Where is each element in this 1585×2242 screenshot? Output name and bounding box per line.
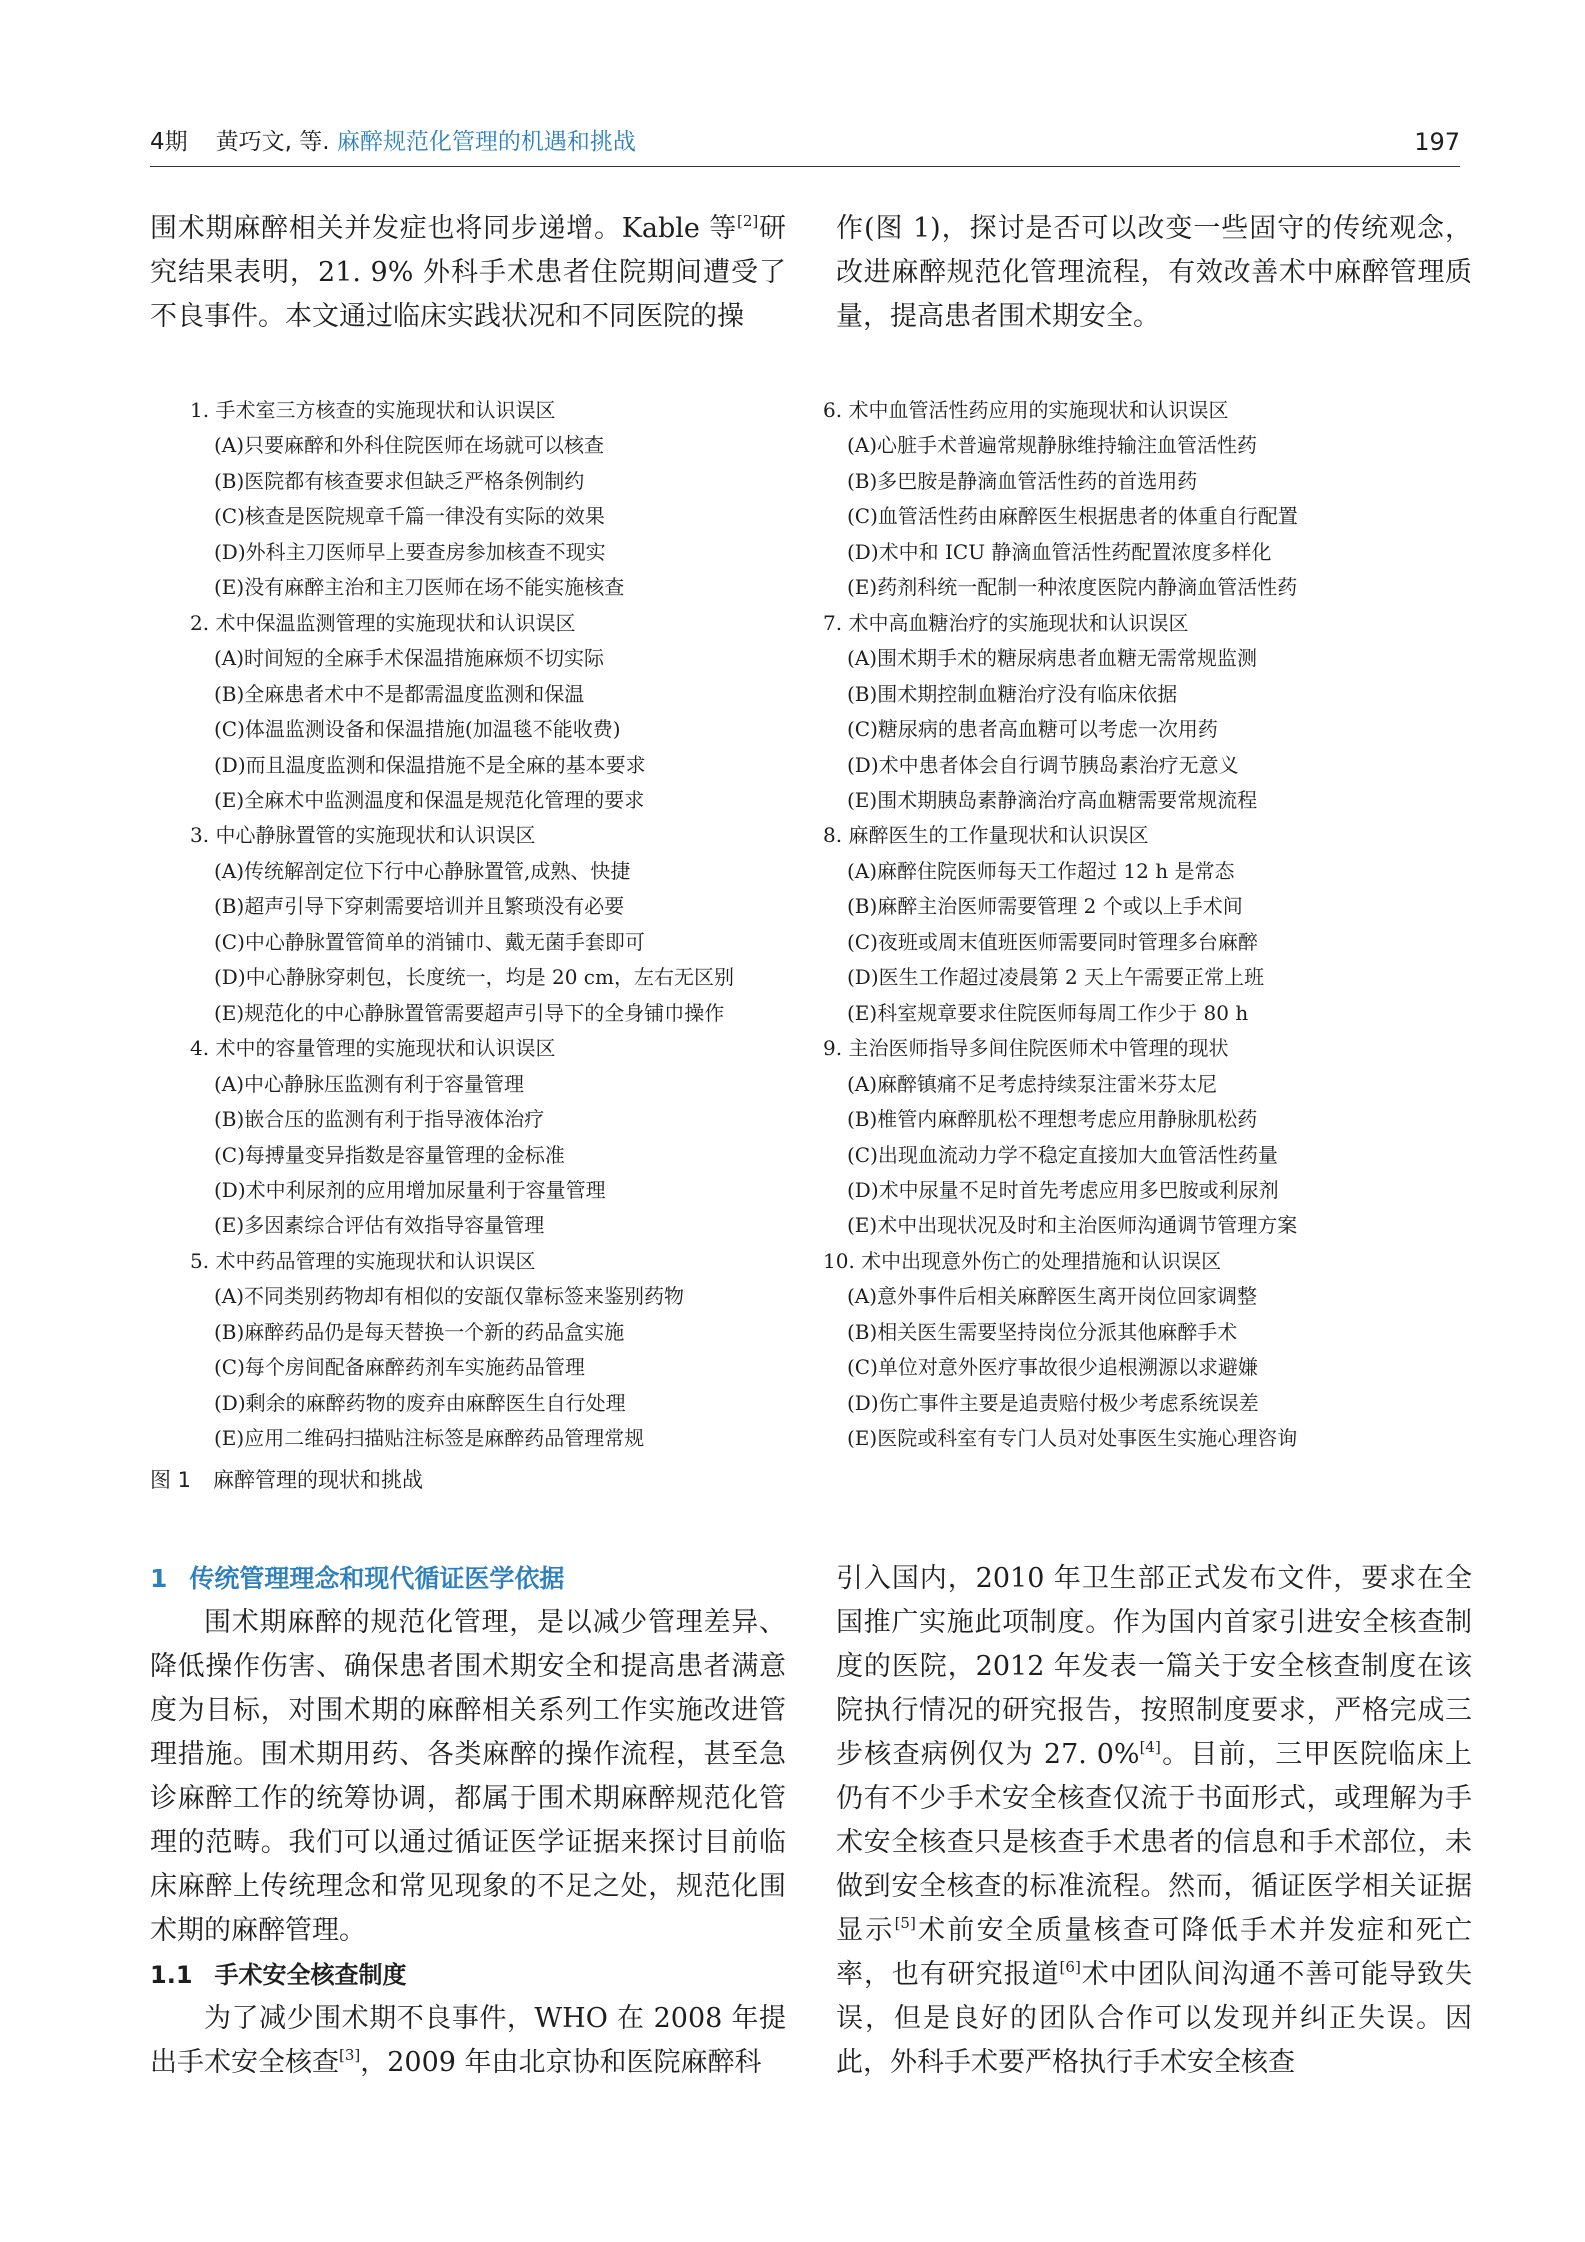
figure-question-title: 10. 术中出现意外伤亡的处理措施和认识误区 xyxy=(823,1248,1222,1273)
section-heading xyxy=(150,1557,786,1601)
figure-option: (C)核查是医院规章千篇一律没有实际的效果 xyxy=(214,504,605,529)
figure-question-title: 1. 手术室三方核查的实施现状和认识误区 xyxy=(190,398,556,422)
figure-question-title: 6. 术中血管活性药应用的实施现状和认识误区 xyxy=(823,398,1229,422)
header-authors: 黄巧文, 等. xyxy=(215,129,330,155)
figure-option: (C)出现血流动力学不稳定直接加大血管活性药量 xyxy=(847,1142,1278,1167)
figure-option: (D)术中患者体会自行调节胰岛素治疗无意义 xyxy=(847,752,1239,777)
figure-left-column xyxy=(190,393,810,1457)
figure-caption-label: 图 1 xyxy=(150,1468,192,1492)
right-body-text-3: 术前安全质量核查可降低手术并发症和死亡率，也有研究报道 xyxy=(836,1915,1473,1990)
figure-question-group xyxy=(823,393,1443,606)
citation-2: [2] xyxy=(737,212,759,230)
figure-option: (D)伤亡事件主要是追责赔付极少考虑系统误差 xyxy=(847,1390,1259,1415)
citation-3: [3] xyxy=(339,2046,361,2064)
figure-option: (B)麻醉药品仍是每天替换一个新的药品盒实施 xyxy=(214,1319,625,1344)
figure-option: (B)麻醉主治医师需要管理 2 个或以上手术间 xyxy=(847,894,1243,919)
figure-question-group xyxy=(190,818,810,1031)
figure-option: (C)体温监测设备和保温措施(加温毯不能收费) xyxy=(214,717,621,742)
page-number: 197 xyxy=(1414,128,1460,156)
subsection-paragraph xyxy=(150,1997,786,2085)
figure-option: (D)外科主刀医师早上要查房参加核查不现实 xyxy=(214,539,606,564)
figure-question-title: 5. 术中药品管理的实施现状和认识误区 xyxy=(190,1248,536,1273)
figure-option: (A)传统解剖定位下行中心静脉置管,成熟、快捷 xyxy=(214,858,631,883)
figure-option: (D)术中尿量不足时首先考虑应用多巴胺或利尿剂 xyxy=(847,1177,1279,1202)
intro-paragraph-right: 作(图 1)，探讨是否可以改变一些固守的传统观念，改进麻醉规范化管理流程，有效改善术中麻醉管理质量，提高患者围术期安全。 xyxy=(836,213,1472,332)
figure-option: (E)科室规章要求住院医师每周工作少于 80 h xyxy=(847,1000,1249,1025)
citation-4: [4] xyxy=(1139,1738,1161,1756)
right-body-paragraph xyxy=(836,1557,1472,2085)
subsection-text-2: ，2009 年由北京协和医院麻醉科 xyxy=(360,2047,762,2078)
figure-option: (E)围术期胰岛素静滴治疗高血糖需要常规流程 xyxy=(847,787,1258,812)
issue-label: 4期 xyxy=(150,129,188,155)
figure-option: (D)中心静脉穿刺包，长度统一，均是 20 cm，左右无区别 xyxy=(214,965,734,990)
right-body-text-4: 术中团队间沟通不善可能导致失误，但是良好的团队合作可以发现并纠正失误。因此，外科手术要严格执行手术安全核查 xyxy=(836,1959,1473,2078)
figure-question-group xyxy=(823,1031,1443,1244)
figure-option: (D)术中和 ICU 静滴血管活性药配置浓度多样化 xyxy=(847,539,1272,564)
figure-option: (A)不同类别药物却有相似的安瓿仅靠标签来鉴别药物 xyxy=(214,1284,685,1309)
citation-5: [5] xyxy=(894,1914,916,1932)
figure-question-title: 4. 术中的容量管理的实施现状和认识误区 xyxy=(190,1036,556,1061)
intro-left-text-2: 研究结果表明，21. 9% 外科手术患者住院期间遭受了不良事件。本文通过临床实践状况和不同医院的操 xyxy=(150,213,786,332)
figure-option: (B)全麻患者术中不是都需温度监测和保温 xyxy=(214,681,585,706)
figure-option: (B)多巴胺是静滴血管活性药的首选用药 xyxy=(847,468,1198,493)
figure-option: (B)围术期控制血糖治疗没有临床依据 xyxy=(847,681,1178,706)
intro-paragraph-left xyxy=(150,207,786,339)
figure-option: (E)术中出现状况及时和主治医师沟通调节管理方案 xyxy=(847,1213,1298,1238)
figure-question-group xyxy=(190,1244,810,1457)
figure-option: (E)没有麻醉主治和主刀医师在场不能实施核查 xyxy=(214,575,625,600)
figure-option: (C)单位对意外医疗事故很少追根溯源以求避嫌 xyxy=(847,1355,1258,1380)
figure-option: (B)椎管内麻醉肌松不理想考虑应用静脉肌松药 xyxy=(847,1107,1258,1132)
figure-option: (B)嵌合压的监测有利于指导液体治疗 xyxy=(214,1107,545,1132)
figure-question-title: 7. 术中高血糖治疗的实施现状和认识误区 xyxy=(823,610,1189,635)
subsection-text-1: 为了减少围术期不良事件，WHO 在 2008 年提出手术安全核查 xyxy=(150,2003,786,2078)
subsection-title: 手术安全核查制度 xyxy=(214,1961,407,1989)
figure-right-column xyxy=(823,393,1443,1457)
figure-option: (A)中心静脉压监测有利于容量管理 xyxy=(214,1071,525,1096)
intro-right-column xyxy=(836,207,1472,339)
section1-right-column xyxy=(836,1557,1472,2085)
right-body-text-2: 。目前，三甲医院临床上仍有不少手术安全核查仅流于书面形式，或理解为手术安全核查只是核查手术患者的信息和手术部位，未做到安全核查的标准流程。然而，循证医学相关证据显示 xyxy=(836,1739,1473,1946)
figure-option: (C)每个房间配备麻醉药剂车实施药品管理 xyxy=(214,1355,585,1380)
figure-question-title: 9. 主治医师指导多间住院医师术中管理的现状 xyxy=(823,1036,1229,1061)
section1-paragraph: 围术期麻醉的规范化管理，是以减少管理差异、降低操作伤害、确保患者围术期安全和提高患者满意度为目标，对围术期的麻醉相关系列工作实施改进管理措施。围术期用药、各类麻醉的操作流程，甚至急诊麻醉工作的统筹协调，都属于围术期麻醉规范化管理的范畴。我们可以通过循证医学证据来探讨目前临床麻醉上传统理念和常见现象的不足之处，规范化围术期的麻醉管理。 xyxy=(150,1607,786,1946)
figure-option: (B)医院都有核查要求但缺乏严格条例制约 xyxy=(214,468,585,493)
figure-option: (A)麻醉镇痛不足考虑持续泵注雷米芬太尼 xyxy=(847,1071,1218,1096)
figure-question-group xyxy=(190,1031,810,1244)
figure-option: (B)相关医生需要坚持岗位分派其他麻醉手术 xyxy=(847,1319,1238,1344)
right-body-text-1: 引入国内，2010 年卫生部正式发布文件，要求在全国推广实施此项制度。作为国内首家引进安全核查制度的医院，2012 年发表一篇关于安全核查制度在该院执行情况的研究报告，按照制度要求，严格完成三步核查病例仅为 27. 0% xyxy=(836,1563,1472,1770)
figure-option: (E)医院或科室有专门人员对处事医生实施心理咨询 xyxy=(847,1426,1298,1451)
figure-option: (E)药剂科统一配制一种浓度医院内静滴血管活性药 xyxy=(847,575,1298,600)
figure-option: (A)时间短的全麻手术保温措施麻烦不切实际 xyxy=(214,646,605,671)
running-header xyxy=(150,122,1460,162)
figure-option: (A)麻醉住院医师每天工作超过 12 h 是常态 xyxy=(847,858,1235,883)
figure-question-title: 3. 中心静脉置管的实施现状和认识误区 xyxy=(190,823,536,848)
figure-question-group xyxy=(190,393,810,606)
figure-caption-text: 麻醉管理的现状和挑战 xyxy=(213,1468,424,1492)
figure-option: (D)医生工作超过凌晨第 2 天上午需要正常上班 xyxy=(847,965,1265,990)
figure-option: (E)全麻术中监测温度和保温是规范化管理的要求 xyxy=(214,787,645,812)
figure-question-group xyxy=(823,606,1443,819)
figure-option: (D)剩余的麻醉药物的废弃由麻醉医生自行处理 xyxy=(214,1390,626,1415)
figure-option: (E)多因素综合评估有效指导容量管理 xyxy=(214,1213,545,1238)
figure-caption xyxy=(150,1463,423,1497)
figure-question-group xyxy=(190,606,810,819)
figure-question-title: 8. 麻醉医生的工作量现状和认识误区 xyxy=(823,823,1149,848)
figure-option: (D)术中利尿剂的应用增加尿量利于容量管理 xyxy=(214,1177,606,1202)
intro-left-column xyxy=(150,207,786,339)
figure-option: (B)超声引导下穿刺需要培训并且繁琐没有必要 xyxy=(214,894,625,919)
figure-question-title: 2. 术中保温监测管理的实施现状和认识误区 xyxy=(190,610,576,635)
figure-question-group xyxy=(823,818,1443,1031)
header-left xyxy=(150,122,636,162)
header-rule xyxy=(150,166,1460,167)
intro-left-text-1: 围术期麻醉相关并发症也将同步递增。Kable 等 xyxy=(150,213,737,244)
section1-left-column xyxy=(150,1557,786,2085)
figure-option: (A)围术期手术的糖尿病患者血糖无需常规监测 xyxy=(847,646,1258,671)
figure-option: (A)意外事件后相关麻醉医生离开岗位回家调整 xyxy=(847,1284,1258,1309)
figure-option: (E)规范化的中心静脉置管需要超声引导下的全身铺巾操作 xyxy=(214,1000,725,1025)
figure-option: (A)只要麻醉和外科住院医师在场就可以核查 xyxy=(214,433,605,458)
subsection-heading xyxy=(150,1953,786,1997)
subsection-number: 1.1 xyxy=(150,1961,193,1989)
figure-option: (A)心脏手术普遍常规静脉维持输注血管活性药 xyxy=(847,433,1258,458)
figure-option: (E)应用二维码扫描贴注标签是麻醉药品管理常规 xyxy=(214,1426,645,1451)
figure-option: (C)每搏量变异指数是容量管理的金标准 xyxy=(214,1142,565,1167)
figure-option: (C)血管活性药由麻醉医生根据患者的体重自行配置 xyxy=(847,504,1298,529)
figure-question-group xyxy=(823,1244,1443,1457)
figure-option: (D)而且温度监测和保温措施不是全麻的基本要求 xyxy=(214,752,646,777)
figure-option: (C)中心静脉置管简单的消铺巾、戴无菌手套即可 xyxy=(214,929,645,954)
citation-6: [6] xyxy=(1059,1958,1081,1976)
header-article-title: 麻醉规范化管理的机遇和挑战 xyxy=(336,129,636,155)
figure-option: (C)糖尿病的患者高血糖可以考虑一次用药 xyxy=(847,717,1218,742)
section-number: 1 xyxy=(150,1564,168,1593)
section-title: 传统管理理念和现代循证医学依据 xyxy=(189,1564,565,1593)
figure-option: (C)夜班或周末值班医师需要同时管理多台麻醉 xyxy=(847,929,1258,954)
